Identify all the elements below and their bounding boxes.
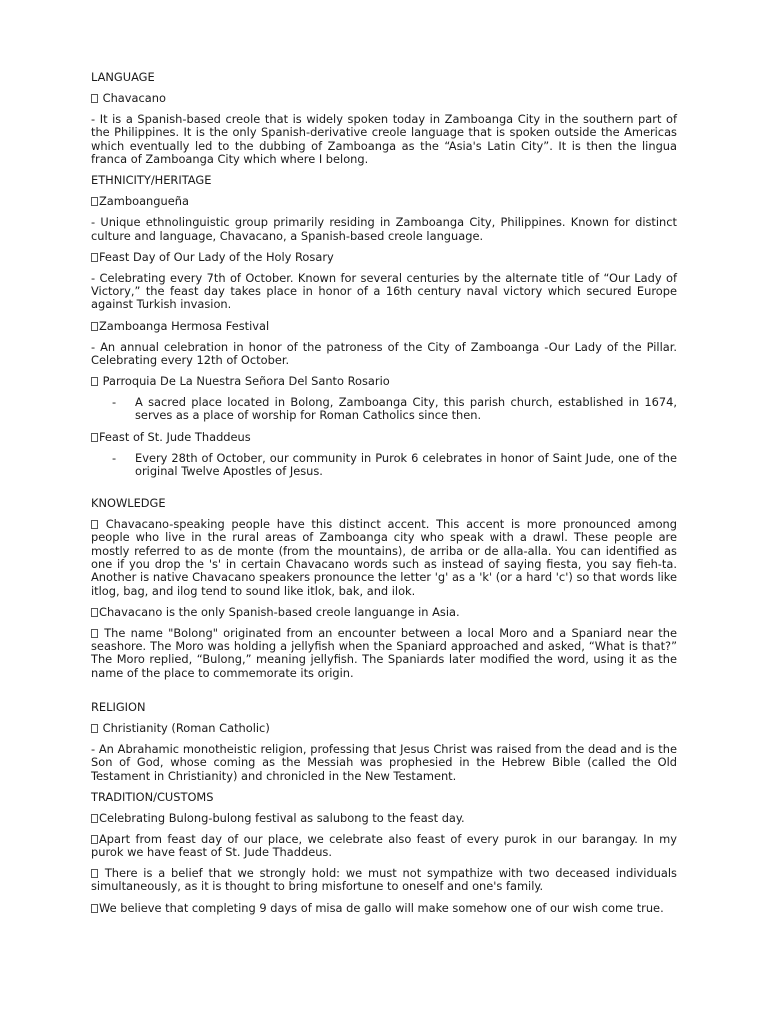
item-text: There is a belief that we strongly hold: we must not sympathize with two deceased individuals simultaneously, as it is thought to bring misfortune to oneself and one's family. <box>91 866 677 894</box>
checkbox-icon <box>91 197 98 206</box>
section-heading: TRADITION/CUSTOMS <box>91 789 214 804</box>
list-item <box>91 431 677 444</box>
item-text: Feast Day of Our Lady of the Holy Rosary <box>99 249 334 264</box>
note-paragraph <box>91 627 677 680</box>
item-text: Apart from feast day of our place, we celebrate also feast of every purok in our barangay. In my purok we have feast of St. Jude Thaddeus. <box>91 831 677 860</box>
checkbox-icon <box>91 724 98 733</box>
item-text: Parroquia De La Nuestra Señora Del Santo Rosario <box>102 374 390 389</box>
bullet-item <box>91 396 677 423</box>
item-text: Christianity (Roman Catholic) <box>102 720 270 735</box>
list-item <box>91 375 677 388</box>
checkbox-icon <box>91 814 98 823</box>
note-paragraph <box>91 812 677 825</box>
checkbox-icon <box>91 629 98 638</box>
item-text: Feast of St. Jude Thaddeus <box>99 429 251 444</box>
note-paragraph <box>91 902 677 915</box>
list-item <box>91 92 677 105</box>
item-text: Chavacano <box>102 91 166 106</box>
section-gap <box>91 688 677 701</box>
item-text: Zamboangueña <box>99 194 189 209</box>
section-gap <box>91 486 677 497</box>
list-item <box>91 195 677 208</box>
item-text: Zamboanga Hermosa Festival <box>99 318 270 333</box>
item-text: Chavacano is the only Spanish-based creole languange in Asia. <box>99 604 460 619</box>
bullet-text: Every 28th of October, our community in Purok 6 celebrates in honor of Saint Jude, one of the original Twelve Apostles of Jesus. <box>135 450 677 478</box>
list-item <box>91 722 677 735</box>
list-item <box>91 320 677 333</box>
bullet-dash: - <box>112 395 117 410</box>
checkbox-icon <box>91 869 98 878</box>
bullet-item <box>91 452 677 479</box>
checkbox-icon <box>91 835 98 844</box>
section-heading: RELIGION <box>91 699 146 714</box>
list-item <box>91 251 677 264</box>
description-paragraph: - It is a Spanish-based creole that is widely spoken today in Zamboanga City in the southern part of the Philippines. It is the only Spanish-derivative creole language that is spoken outside the Americas which eventually led to the dubbing of Zamboanga as the “Asia's Latin City”. It is then the lingua franca of Zamboanga City which where I belong. <box>91 112 677 167</box>
description-paragraph: - Unique ethnolinguistic group primarily residing in Zamboanga City, Philippines. Known for distinct culture and language, Chavacano, a Spanish-based creole language. <box>91 215 677 243</box>
checkbox-icon <box>91 377 98 386</box>
checkbox-icon <box>91 94 98 103</box>
section-heading: ETHNICITY/HERITAGE <box>91 173 212 188</box>
checkbox-icon <box>91 253 98 262</box>
item-text: We believe that completing 9 days of misa de gallo will make somehow one of our wish come true. <box>99 900 664 915</box>
note-paragraph <box>91 867 677 894</box>
note-paragraph <box>91 606 677 619</box>
bullet-dash: - <box>112 450 117 465</box>
description-paragraph: - Celebrating every 7th of October. Known for several centuries by the alternate title of “Our Lady of Victory,” the feast day takes place in honor of a 16th century naval victory which secured Europe against Turkish invasion. <box>91 270 677 312</box>
checkbox-icon <box>91 608 98 617</box>
checkbox-icon <box>91 433 98 442</box>
checkbox-icon <box>91 904 98 913</box>
item-text: Celebrating Bulong-bulong festival as salubong to the feast day. <box>99 810 465 825</box>
item-text: Chavacano-speaking people have this distinct accent. This accent is more pronounced among people who live in the rural areas of Zamboanga city who speak with a drawl. These people are mostly referred to as de monte (from the mountains), de arriba or de alla-alla. You can identified as one if you drop the 's' in certain Chavacano words such as instead of saying fiesta, you say fieh-ta. Another is native Chavacano speakers pronounce the letter 'g' as a 'k' (or a hard 'c') so that words like itlog, bag, and ilog tend to sound like itlok, bak, and ilok. <box>91 517 677 598</box>
section-heading: LANGUAGE <box>91 70 155 84</box>
checkbox-icon <box>91 322 98 331</box>
note-paragraph <box>91 833 677 860</box>
note-paragraph <box>91 518 677 598</box>
description-paragraph: - An Abrahamic monotheistic religion, professing that Jesus Christ was raised from the dead and is the Son of God, whose coming as the Messiah was prophesied in the Hebrew Bible (called the Old Testament in Christianity) and chronicled in the New Testament. <box>91 741 677 783</box>
checkbox-icon <box>91 520 98 529</box>
bullet-text: A sacred place located in Bolong, Zamboanga City, this parish church, established in 1674, serves as a place of worship for Roman Catholics since then. <box>135 395 677 423</box>
section-heading: KNOWLEDGE <box>91 495 166 510</box>
description-paragraph: - An annual celebration in honor of the patroness of the City of Zamboanga -Our Lady of the Pillar. Celebrating every 12th of October. <box>91 339 677 367</box>
item-text: The name "Bolong" originated from an encounter between a local Moro and a Spaniard near the seashore. The Moro was holding a jellyfish when the Spaniard approached and asked, “What is that?” The Moro replied, “Bulong,” meaning jellyfish. The Spaniards later modified the word, using it as the name of the place to commemorate its origin. <box>91 625 678 680</box>
